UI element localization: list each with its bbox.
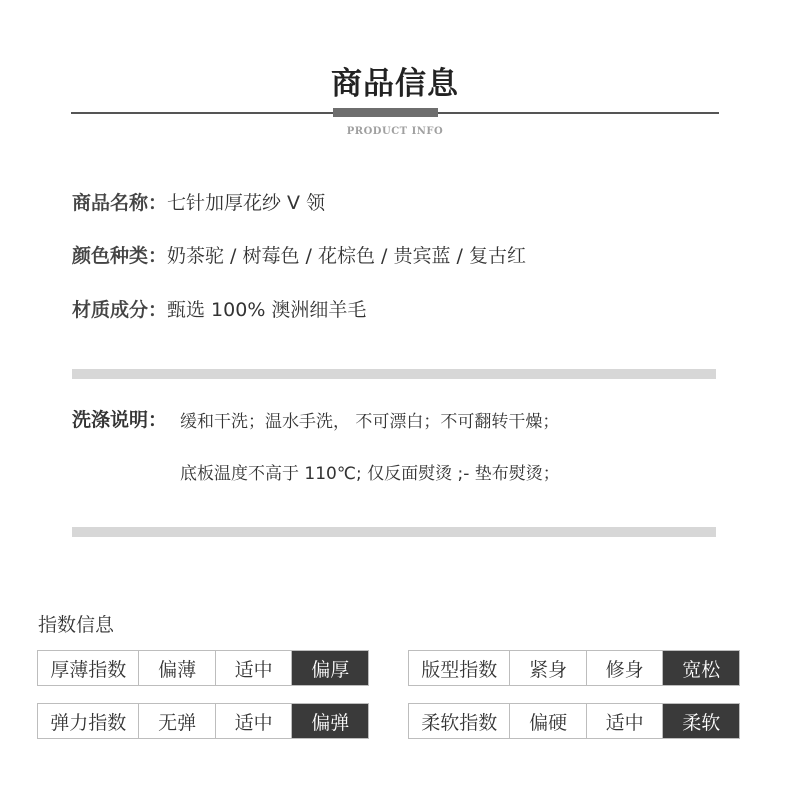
index-option: 无弹 xyxy=(138,704,215,738)
index-label: 弹力指数 xyxy=(50,711,127,734)
info-label: 商品名称： xyxy=(72,192,168,214)
index-label: 版型指数 xyxy=(421,658,498,681)
info-label: 材质成分： xyxy=(72,299,168,321)
info-row-name xyxy=(72,188,325,215)
index-option: 适中 xyxy=(586,704,663,738)
info-value: 七针加厚花纱 V 领 xyxy=(167,192,326,214)
index-table-elasticity xyxy=(37,703,369,739)
wash-label: 洗涤说明： xyxy=(72,409,168,431)
page-title: 商品信息 xyxy=(331,66,459,102)
index-option-selected: 偏厚 xyxy=(291,651,368,685)
section-divider xyxy=(72,369,716,379)
index-option: 适中 xyxy=(215,704,292,738)
index-table-fit xyxy=(408,650,740,686)
index-option-selected: 柔软 xyxy=(662,704,739,738)
info-value: 甄选 100% 澳洲细羊毛 xyxy=(167,299,367,321)
index-option: 偏硬 xyxy=(509,704,586,738)
info-row-colors xyxy=(72,241,526,268)
wash-line-2: 底板温度不高于 110℃; 仅反面熨烫 ;- 垫布熨烫； xyxy=(180,464,560,484)
index-option-selected: 偏弹 xyxy=(291,704,368,738)
index-option: 修身 xyxy=(586,651,663,685)
wash-line-1: 缓和干洗；温水手洗， 不可漂白；不可翻转干燥； xyxy=(180,412,560,432)
page-subtitle: PRODUCT INFO xyxy=(346,126,444,137)
index-label: 厚薄指数 xyxy=(50,658,127,681)
title-accent-bar xyxy=(333,108,438,117)
index-option: 紧身 xyxy=(509,651,586,685)
info-row-material xyxy=(72,295,366,322)
index-table-thickness xyxy=(37,650,369,686)
info-label: 颜色种类： xyxy=(72,245,168,267)
index-option: 偏薄 xyxy=(138,651,215,685)
index-title: 指数信息 xyxy=(38,614,115,636)
index-label: 柔软指数 xyxy=(421,711,498,734)
index-option-selected: 宽松 xyxy=(662,651,739,685)
index-table-softness xyxy=(408,703,740,739)
section-divider xyxy=(72,527,716,537)
index-option: 适中 xyxy=(215,651,292,685)
info-value: 奶茶驼 / 树莓色 / 花棕色 / 贵宾蓝 / 复古红 xyxy=(167,245,526,267)
